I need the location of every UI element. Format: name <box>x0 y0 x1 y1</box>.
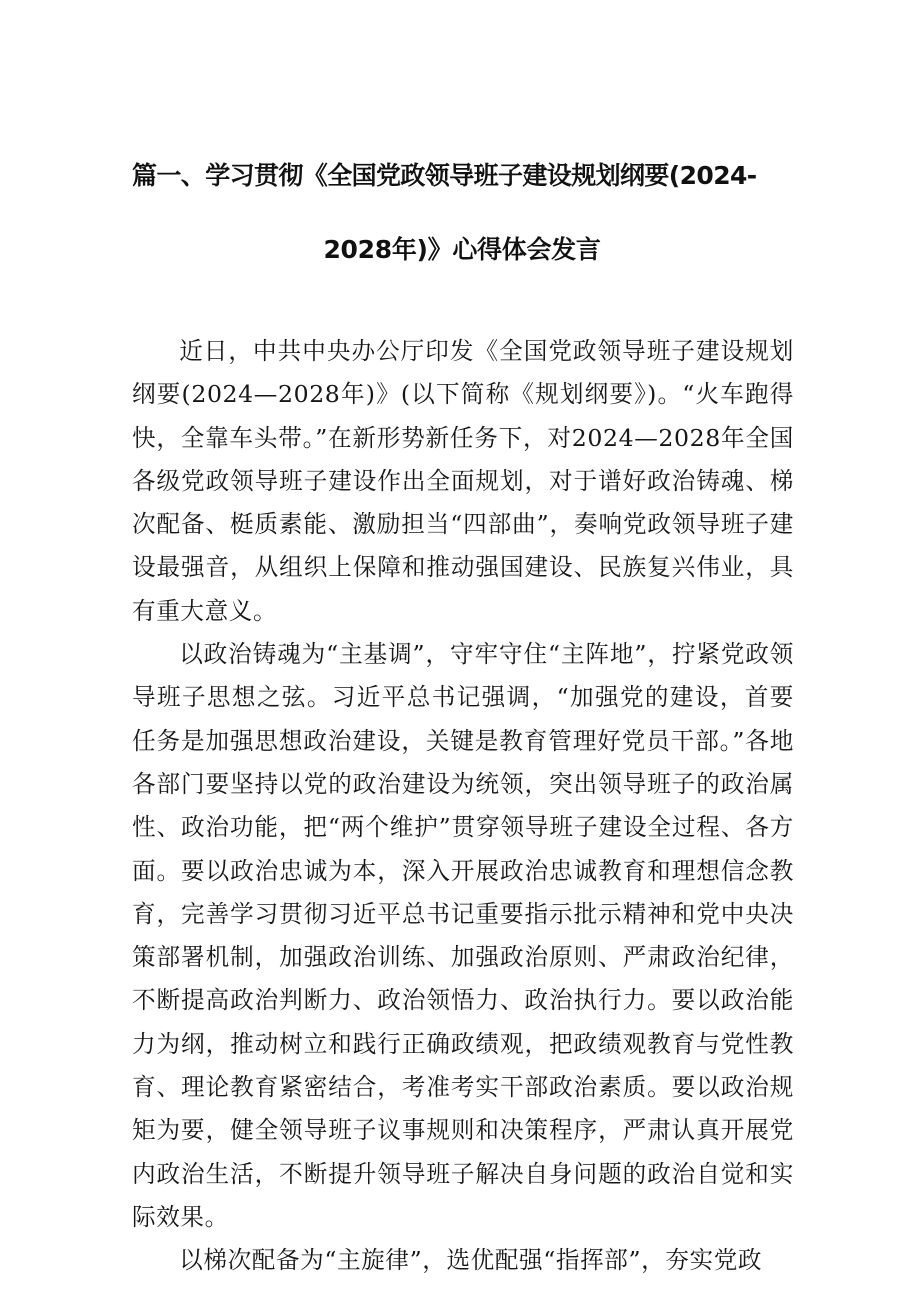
document-title-line-2: 2028年)》心得体会发言 <box>323 235 601 264</box>
paragraph-echelon: 以梯次配备为“主旋律”，选优配强“指挥部”，夯实党政 <box>179 1246 763 1275</box>
document-body <box>132 330 794 1283</box>
paragraph-political-soul: 以政治铸魂为“主基调”，守牢守住“主阵地”，拧紧党政领导班子思想之弦。习近平总书记强调，“加强党的建设，首要任务是加强思想政治建设，关键是教育管理好党员干部。”各地各部门要坚持以党的政治建设为统领，突出领导班子的政治属性、政治功能，把“两个维护”贯穿领导班子建设全过程、各方面。要以政治忠诚为本，深入开展政治忠诚教育和理想信念教育，完善学习贯彻习近平总书记重要指示批示精神和党中央决策部署机制，加强政治训练、加强政治原则、严肃政治纪律，不断提高政治判断力、政治领悟力、政治执行力。要以政治能力为纲，推动树立和践行正确政绩观，把政绩观教育与党性教育、理论教育紧密结合，考准考实干部政治素质。要以政治规矩为要，健全领导班子议事规则和决策程序，严肃认真开展党内政治生活，不断提升领导班子解决自身问题的政治自觉和实际效果。 <box>132 640 794 1231</box>
paragraph-intro: 近日，中共中央办公厅印发《全国党政领导班子建设规划纲要(2024—2028年)》(以下简称《规划纲要》)。“火车跑得快，全靠车头带。”在新形势新任务下，对2024—2028年全国各级党政领导班子建设作出全面规划，对于谱好政治铸魂、梯次配备、梃质素能、激励担当“四部曲”，奏响党政领导班子建设最强音，从组织上保障和推动强国建设、民族复兴伟业，具有重大意义。 <box>132 337 794 625</box>
document-title-line-1: 篇一、学习贯彻《全国党政领导班子建设规划纲要(2024- <box>132 161 757 190</box>
